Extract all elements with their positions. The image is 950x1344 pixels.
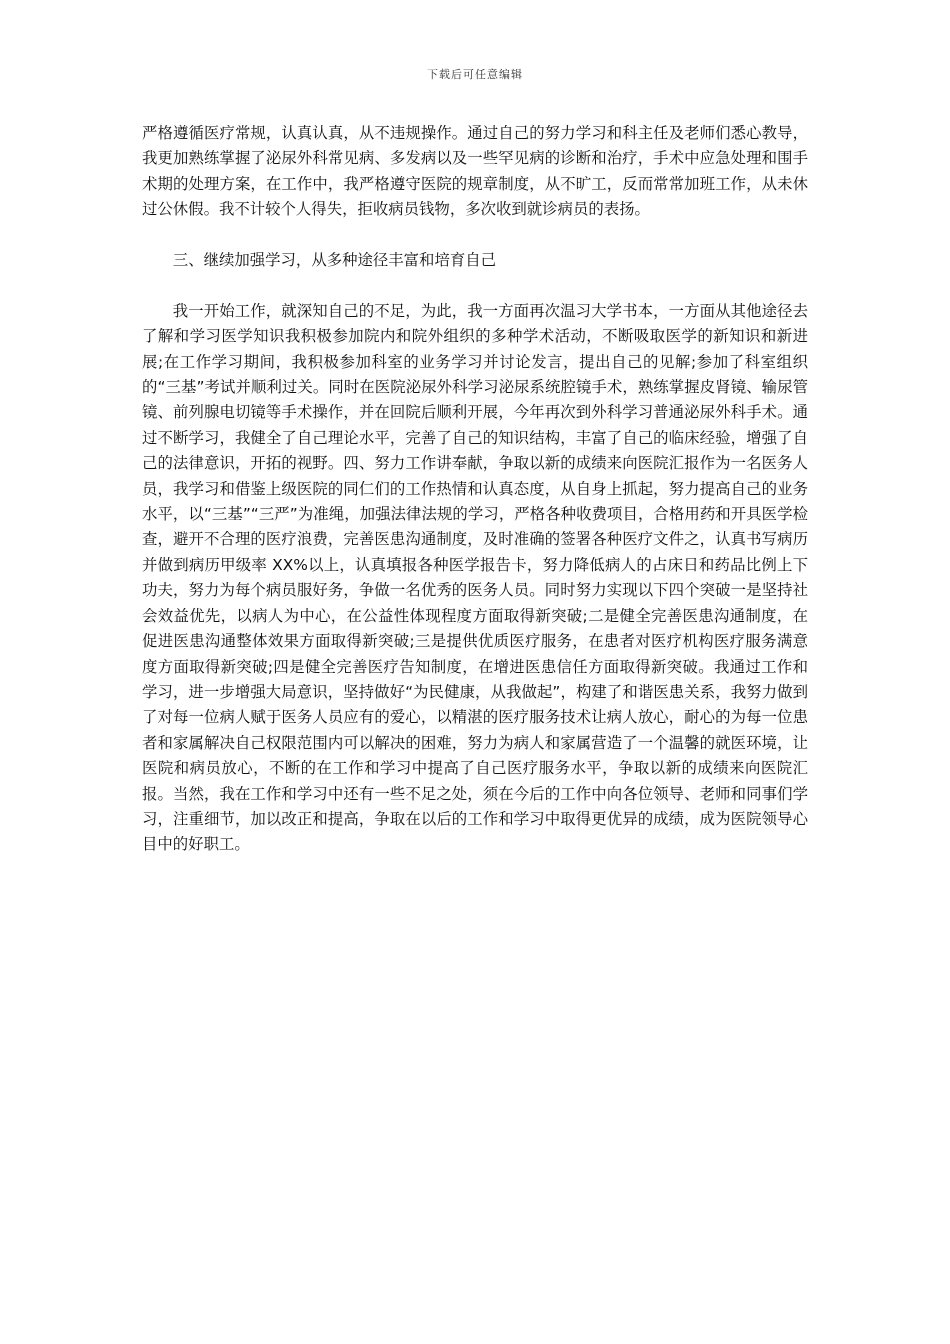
paragraph-work-attitude: 严格遵循医疗常规，认真认真，从不违规操作。通过自己的努力学习和科主任及老师们悉心教导，我更加熟练掌握了泌尿外科常见病、多发病以及一些罕见病的诊断和治疗，手术中应急处理和围手术期的处理方案，在工作中，我严格遵守医院的规章制度，从不旷工，反而常常加班工作，从未休过公休假。我不计较个人得失，拒收病员钱物，多次收到就诊病员的表扬。 (142, 124, 808, 219)
paragraph-gap (142, 273, 808, 298)
page-header: 下载后可任意编辑 (427, 68, 523, 81)
document-body (142, 121, 808, 858)
paragraph-gap (142, 223, 808, 248)
paragraph-learning-and-work: 我一开始工作，就深知自己的不足，为此，我一方面再次温习大学书本，一方面从其他途径去了解和学习医学知识我积极参加院内和院外组织的多种学术活动，不断吸取医学的新知识和新进展;在工作学习期间，我积极参加科室的业务学习并讨论发言，提出自己的见解;参加了科室组织的“三基”考试并顺利过关。同时在医院泌尿外科学习泌尿系统腔镜手术，熟练掌握皮肾镜、输尿管镜、前列腺电切镜等手术操作，并在回院后顺利开展，今年再次到外科学习普通泌尿外科手术。通过不断学习，我健全了自己理论水平，完善了自己的知识结构，丰富了自己的临床经验，增强了自己的法律意识，开拓的视野。四、努力工作讲奉献，争取以新的成绩来向医院汇报作为一名医务人员，我学习和借鉴上级医院的同仁们的工作热情和认真态度，从自身上抓起，努力提高自己的业务水平，以“三基”“三严”为准绳，加强法律法规的学习，严格各种收费项目，合格用药和开具医学检查，避开不合理的医疗浪费，完善医患沟通制度，及时准确的签署各种医疗文件之，认真书写病历并做到病历甲级率 XX%以上，认真填报各种医学报告卡，努力降低病人的占床日和药品比例上下功夫，努力为每个病员服好务，争做一名优秀的医务人员。同时努力实现以下四个突破一是坚持社会效益优先，以病人为中心，在公益性体现程度方面取得新突破;二是健全完善医患沟通制度，在促进医患沟通整体效果方面取得新突破;三是提供优质医疗服务，在患者对医疗机构医疗服务满意度方面取得新突破;四是健全完善医疗告知制度，在增进医患信任方面取得新突破。我通过工作和学习，进一步增强大局意识，坚持做好“为民健康，从我做起”，构建了和谐医患关系，我努力做到了对每一位病人赋于医务人员应有的爱心，以精湛的医疗服务技术让病人放心，耐心的为每一位患者和家属解决自己权限范围内可以解决的困难，努力为病人和家属营造了一个温馨的就医环境，让医院和病员放心，不断的在工作和学习中提高了自己医疗服务水平，争取以新的成绩来向医院汇报。当然，我在工作和学习中还有一些不足之处，须在今后的工作中向各位领导、老师和同事们学习，注重细节，加以改正和提高，争取在以后的工作和学习中取得更优异的成绩，成为医院领导心目中的好职工。 (142, 301, 808, 854)
section-heading-three: 三、继续加强学习，从多种途径丰富和培育自己 (172, 251, 497, 270)
